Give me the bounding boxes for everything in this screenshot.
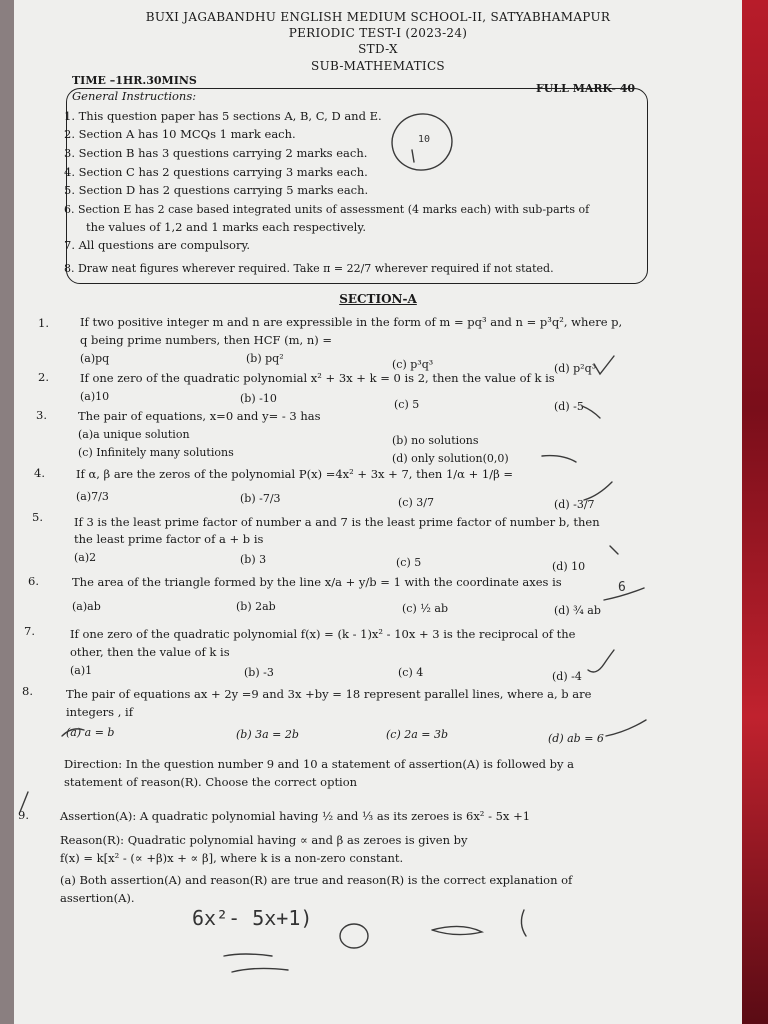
margin-tick [20, 792, 28, 812]
option-b: (b) 2ab [236, 600, 276, 613]
question-text: the least prime factor of a + b is [74, 532, 264, 546]
option-a: (a)a unique solution [78, 428, 190, 441]
school-name: BUXI JAGABANDHU ENGLISH MEDIUM SCHOOL-II, SATYABHAMAPUR [145, 10, 611, 24]
question-number: 8. [22, 684, 33, 698]
handwritten-working: 6x²- 5x+1) [192, 906, 313, 930]
tick-q1 [594, 356, 614, 374]
instruction-item: 1. This question paper has 5 sections A, B, C, D and E. [64, 109, 382, 123]
pen-stroke [62, 729, 84, 736]
handwritten-marks [14, 0, 742, 1024]
subject: SUB-MATHEMATICS [311, 59, 445, 73]
question-text: If α, β are the zeros of the polynomial P(x) =4x² + 3x + 7, then 1/α + 1/β = [76, 467, 514, 481]
left-edge [0, 0, 14, 1024]
option-b: (b) 3a = 2b [236, 728, 299, 741]
option-c: (c) 4 [398, 666, 424, 679]
question-text: If two positive integer m and n are expressible in the form of m = pq³ and n = p³q², where p, [80, 315, 623, 329]
tick-q2 [582, 406, 600, 418]
direction-text: Direction: In the question number 9 and 10 a statement of assertion(A) is followed by a [64, 757, 575, 771]
question-text: If one zero of the quadratic polynomial f(x) = (k - 1)x² - 10x + 3 is the reciprocal of the [70, 627, 576, 641]
option-a: (a)7/3 [76, 490, 109, 503]
option-d: (d) -3/7 [554, 498, 595, 511]
question-number: 1. [38, 316, 49, 330]
question-text: The area of the triangle formed by the line x/a + y/b = 1 with the coordinate axes is [72, 575, 562, 589]
question-number: 5. [32, 510, 43, 524]
direction-text: statement of reason(R). Choose the correct option [64, 775, 358, 789]
question-number: 3. [36, 408, 47, 422]
option-b: (b) -3 [244, 666, 274, 679]
full-mark-label: FULL MARK- 40 [536, 82, 636, 95]
tick-q3 [542, 456, 576, 462]
handwritten-score: 10 [418, 134, 431, 145]
question-text: q being prime numbers, then HCF (m, n) = [80, 333, 333, 347]
instruction-item: the values of 1,2 and 1 marks each respectively. [86, 220, 366, 234]
instruction-item: 2. Section A has 10 MCQs 1 mark each. [64, 127, 296, 141]
option-c: (c) 3/7 [398, 496, 434, 509]
option-d: (d) 10 [552, 560, 586, 573]
option-d: (d) only solution(0,0) [392, 452, 509, 465]
instruction-item: 6. Section E has 2 case based integrated units of assessment (4 marks each) with sub-parts of [64, 203, 590, 216]
tick-q8 [606, 720, 646, 736]
handwritten-circle [340, 924, 368, 948]
option-d: (d) ab = 6 [548, 732, 604, 745]
tick-q5 [610, 546, 618, 554]
question-number: 7. [24, 624, 35, 638]
tick-q7 [588, 650, 614, 672]
instruction-item: 8. Draw neat figures wherever required. Take π = 22/7 wherever required if not stated. [64, 262, 554, 275]
question-text: The pair of equations ax + 2y =9 and 3x +by = 18 represent parallel lines, where a, b are [66, 687, 592, 701]
option-c: (c) ½ ab [402, 602, 448, 615]
option-a: (a)2 [74, 551, 97, 564]
handwritten-scribble [432, 926, 482, 934]
underline-stroke [224, 954, 272, 956]
standard: STD-X [358, 42, 398, 56]
option-b: (b) -10 [240, 392, 277, 405]
question-text: assertion(A). [60, 891, 135, 905]
question-text: f(x) = k[x² - (∝ +β)x + ∝ β], where k is a non-zero constant. [60, 851, 404, 865]
option-a: (a)10 [80, 390, 110, 403]
question-text: Reason(R): Quadratic polynomial having ∝ and β as zeroes is given by [60, 833, 468, 847]
option-b: (b) -7/3 [240, 492, 281, 505]
option-b: (b) 3 [240, 553, 267, 566]
option-c: (c) Infinitely many solutions [78, 446, 234, 459]
question-number: 9. [18, 808, 29, 822]
option-a: (a)ab [72, 600, 101, 613]
instruction-item: 5. Section D has 2 questions carrying 5 marks each. [64, 183, 369, 197]
circle-mark [412, 150, 414, 162]
option-c: (c) p³q³ [392, 358, 434, 371]
tick-q4 [584, 482, 612, 500]
exam-paper [14, 0, 742, 1024]
option-a: (a) a = b [66, 726, 115, 739]
question-text: other, then the value of k is [70, 645, 230, 659]
option-d: (d) -5 [554, 400, 584, 413]
question-text: If one zero of the quadratic polynomial x² + 3x + k = 0 is 2, then the value of k is [80, 371, 555, 385]
test-name: PERIODIC TEST-I (2023-24) [288, 26, 468, 40]
option-b: (b) no solutions [392, 434, 479, 447]
question-text: Assertion(A): A quadratic polynomial having ½ and ⅓ as its zeroes is 6x² - 5x +1 [60, 809, 531, 823]
instructions-title: General Instructions: [72, 89, 197, 103]
instruction-item: 7. All questions are compulsory. [64, 238, 251, 252]
option-c: (c) 5 [396, 556, 422, 569]
option-c: (c) 2a = 3b [386, 728, 449, 741]
red-cloth-edge [742, 0, 768, 1024]
option-a: (a)pq [80, 352, 110, 365]
question-text: The pair of equations, x=0 and y= - 3 has [78, 409, 321, 423]
question-text: If 3 is the least prime factor of number a and 7 is the least prime factor of number b, then [74, 515, 600, 529]
option-d: (d) ¾ ab [554, 604, 601, 617]
time-label: TIME –1HR.30MINS [72, 74, 197, 87]
handwritten-bracket [521, 910, 526, 936]
option-d: (d) p²q³ [554, 362, 597, 375]
underline-stroke [232, 968, 288, 972]
section-a-title: SECTION-A [339, 292, 417, 306]
option-c: (c) 5 [394, 398, 420, 411]
question-number: 2. [38, 370, 49, 384]
question-text: integers , if [66, 705, 133, 719]
question-number: 6. [28, 574, 39, 588]
question-number: 4. [34, 466, 45, 480]
question-text: (a) Both assertion(A) and reason(R) are true and reason(R) is the correct explanation of [60, 873, 573, 887]
option-d: (d) -4 [552, 670, 582, 683]
option-b: (b) pq² [246, 352, 284, 365]
handwritten-six: 6 [618, 580, 626, 595]
instruction-item: 4. Section C has 2 questions carrying 3 marks each. [64, 165, 368, 179]
instruction-item: 3. Section B has 3 questions carrying 2 marks each. [64, 146, 368, 160]
option-a: (a)1 [70, 664, 93, 677]
